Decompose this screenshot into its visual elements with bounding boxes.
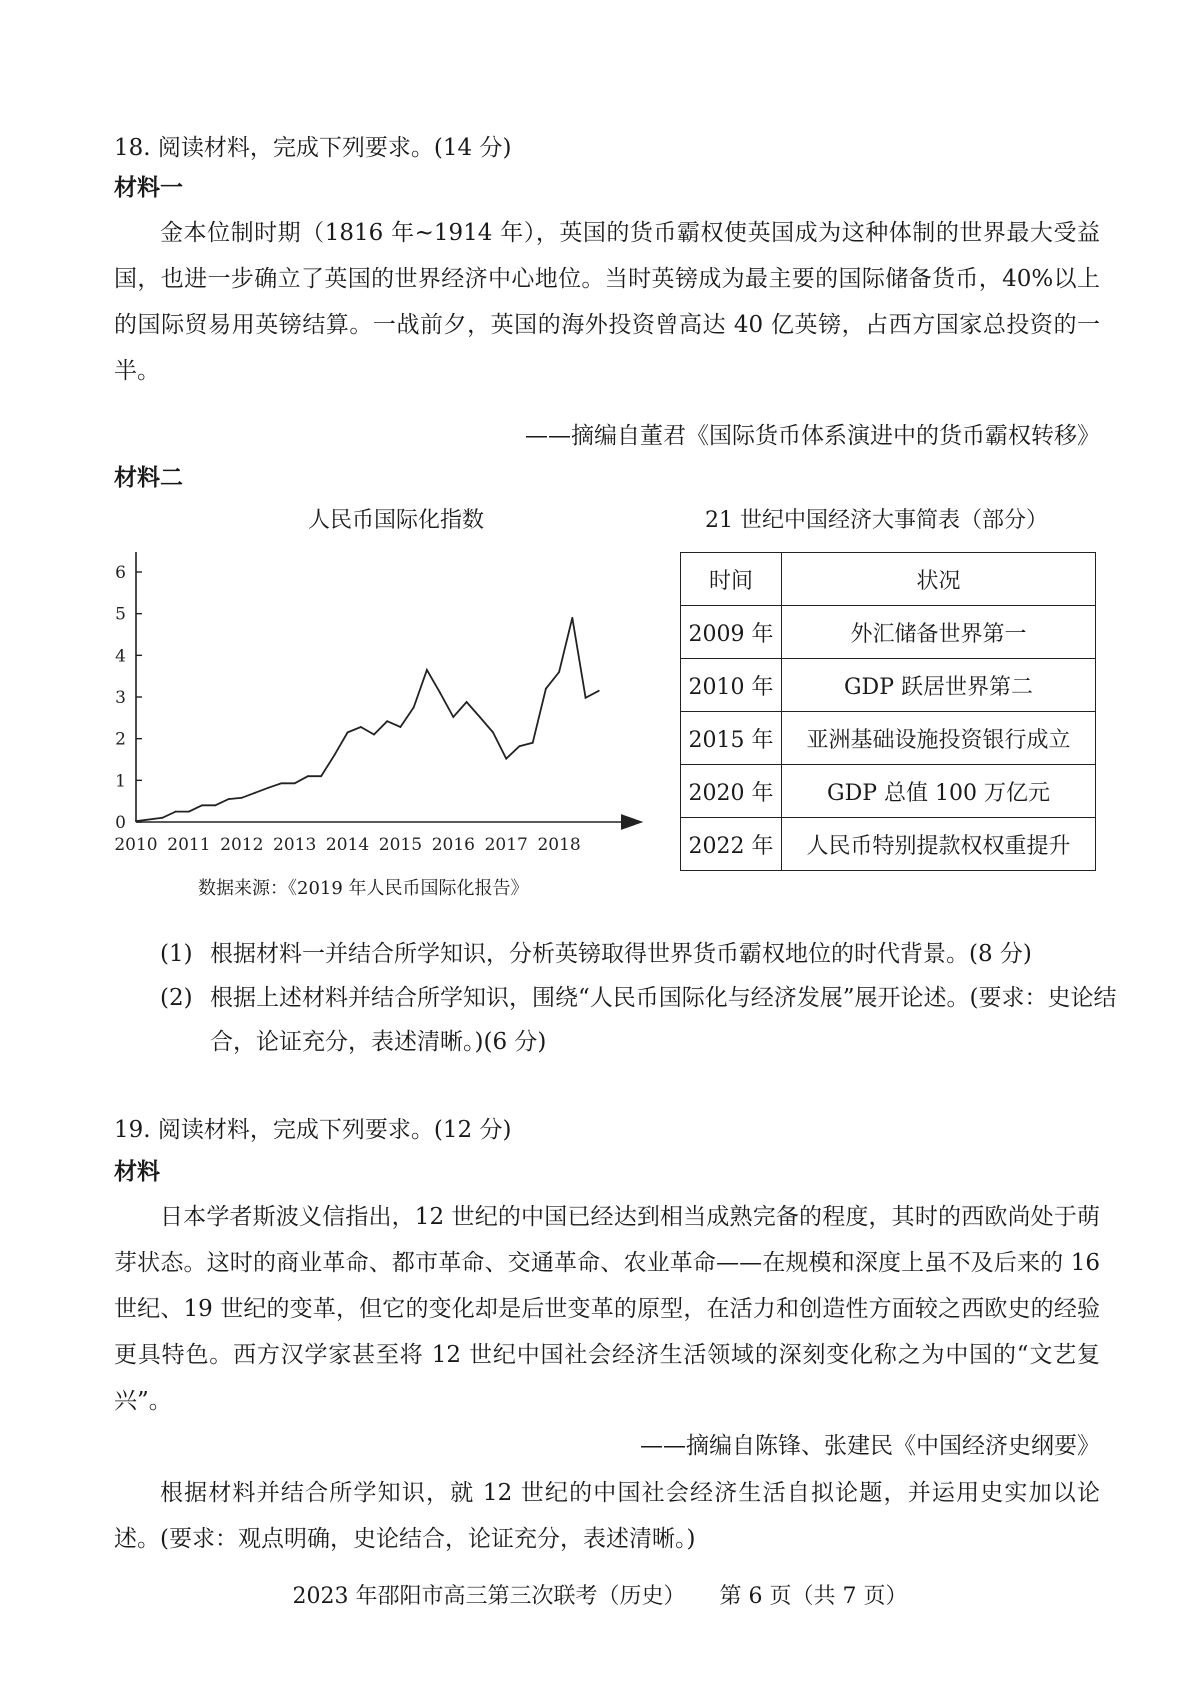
table-header-status: 状况 — [782, 553, 1096, 606]
data-point — [571, 617, 573, 619]
x-tick-label: 2016 — [431, 835, 475, 855]
table-cell-year: 2009 年 — [681, 606, 782, 659]
data-point — [545, 688, 547, 690]
y-tick-label: 5 — [115, 604, 126, 625]
page-footer — [0, 1582, 1200, 1612]
q18-sub1-number: (1) — [160, 941, 193, 967]
data-point — [466, 701, 468, 703]
data-point — [201, 804, 203, 806]
q18-sub1-text: 根据材料一并结合所学知识，分析英镑取得世界货币霸权地位的时代背景。(8 分) — [210, 941, 1032, 967]
table-cell-event: 亚洲基础设施投资银行成立 — [782, 712, 1096, 765]
x-tick-label: 2011 — [167, 835, 211, 855]
data-point — [228, 798, 230, 800]
table-row — [681, 818, 1096, 871]
table-cell-event: 外汇储备世界第一 — [782, 606, 1096, 659]
x-tick-label: 2015 — [378, 835, 423, 855]
x-tick-label: 2017 — [484, 835, 528, 855]
data-point — [214, 804, 216, 806]
y-tick-label: 4 — [115, 646, 126, 667]
chart-source: 数据来源：《2019 年人民币国际化报告》 — [198, 878, 529, 899]
data-point — [307, 775, 309, 777]
rmb-index-line-chart — [110, 540, 650, 860]
data-point — [135, 820, 137, 822]
table-header-row — [681, 553, 1096, 606]
q18-sub2-text: 根据上述材料并结合所学知识，围绕“人民币国际化与经济发展”展开论述。(要求：史论结合，论证充分，表述清晰。)(6 分) — [210, 985, 1117, 1055]
table-cell-year: 2020 年 — [681, 765, 782, 818]
x-tick-label: 2012 — [220, 835, 264, 855]
data-point — [532, 742, 534, 744]
q18-sub2-number: (2) — [160, 985, 193, 1011]
table-title: 21 世纪中国经济大事简表（部分） — [705, 508, 1048, 533]
y-tick-label: 0 — [115, 813, 126, 833]
table-header-time: 时间 — [681, 553, 782, 606]
table-cell-year: 2010 年 — [681, 659, 782, 712]
data-point — [426, 669, 428, 671]
data-point — [254, 792, 256, 794]
data-point — [333, 754, 335, 756]
data-point — [492, 732, 494, 734]
series-line — [136, 618, 599, 821]
q19-heading: 19. 阅读材料，完成下列要求。(12 分) — [114, 1117, 512, 1143]
table-row — [681, 606, 1096, 659]
x-tick-label: 2014 — [325, 835, 370, 855]
q18-sub1 — [160, 932, 1100, 976]
y-tick-label: 6 — [115, 563, 126, 583]
data-point — [360, 726, 362, 728]
table-cell-event: GDP 总值 100 万亿元 — [782, 765, 1096, 818]
data-point — [241, 797, 243, 799]
data-point — [452, 716, 454, 718]
table-row — [681, 712, 1096, 765]
table-cell-event: 人民币特别提款权权重提升 — [782, 818, 1096, 871]
footer-exam-name: 2023 年邵阳市高三第三次联考（历史） — [292, 1584, 686, 1609]
q19-task: 根据材料并结合所学知识，就 12 世纪的中国社会经济生活自拟论题，并运用史实加以论述。(要求：观点明确，史论结合，论证充分，表述清晰。) — [114, 1480, 1100, 1552]
data-point — [373, 734, 375, 736]
q18-material2-label: 材料二 — [114, 465, 183, 491]
q18-material1-label: 材料一 — [114, 175, 183, 201]
economic-events-table — [680, 552, 1096, 871]
table-cell-year: 2015 年 — [681, 712, 782, 765]
table-cell-event: GDP 跃居世界第二 — [782, 659, 1096, 712]
data-point — [267, 787, 269, 789]
y-tick-label: 3 — [115, 688, 126, 708]
data-point — [479, 716, 481, 718]
data-point — [162, 817, 164, 819]
data-point — [505, 758, 507, 760]
footer-page-number: 第 6 页（共 7 页） — [719, 1584, 908, 1609]
data-point — [400, 726, 402, 728]
y-tick-label: 1 — [115, 771, 126, 792]
x-tick-label: 2010 — [114, 835, 158, 855]
x-tick-label: 2013 — [273, 835, 317, 855]
q19-material-source: ——摘编自陈锋、张建民《中国经济史纲要》 — [640, 1433, 1100, 1459]
table-row — [681, 765, 1096, 818]
data-point — [439, 692, 441, 694]
y-tick-label: 2 — [115, 729, 126, 750]
data-point — [320, 775, 322, 777]
table-cell-year: 2022 年 — [681, 818, 782, 871]
q18-material1-source: ——摘编自董君《国际货币体系演进中的货币霸权转移》 — [525, 423, 1100, 449]
data-point — [294, 782, 296, 784]
q18-material1-text: 金本位制时期（1816 年~1914 年），英国的货币霸权使英国成为这种体制的世界最大受益国，也进一步确立了英国的世界经济中心地位。当时英镑成为最主要的国际储备货币，40%以上的国际贸易用英镑结算。一战前夕，英国的海外投资曾高达 40 亿英镑，占西方国家总投资的一半。 — [114, 220, 1100, 384]
data-point — [519, 745, 521, 747]
q18-heading: 18. 阅读材料，完成下列要求。(14 分) — [114, 135, 512, 161]
table-row — [681, 659, 1096, 712]
x-tick-label: 2018 — [537, 835, 581, 855]
data-point — [175, 811, 177, 813]
q18-sub2 — [160, 976, 1150, 1064]
data-point — [558, 671, 560, 673]
data-point — [281, 782, 283, 784]
q19-material-label: 材料 — [114, 1159, 160, 1185]
data-point — [386, 720, 388, 722]
chart-title: 人民币国际化指数 — [308, 508, 485, 533]
data-point — [347, 732, 349, 734]
data-point — [188, 811, 190, 813]
data-point — [413, 707, 415, 709]
data-point — [598, 690, 600, 692]
data-point — [585, 697, 587, 699]
q19-material-text: 日本学者斯波义信指出，12 世纪的中国已经达到相当成熟完备的程度，其时的西欧尚处于萌芽状态。这时的商业革命、都市革命、交通革命、农业革命——在规模和深度上虽不及后来的 16 世纪、19 世纪的变革，但它的变化却是后世变革的原型，在活力和创造性方面较之西欧史的经验更具特色。西方汉学家甚至将 12 世纪中国社会经济生活领域的深刻变化称之为中国的“文艺复兴”。 — [114, 1204, 1100, 1414]
